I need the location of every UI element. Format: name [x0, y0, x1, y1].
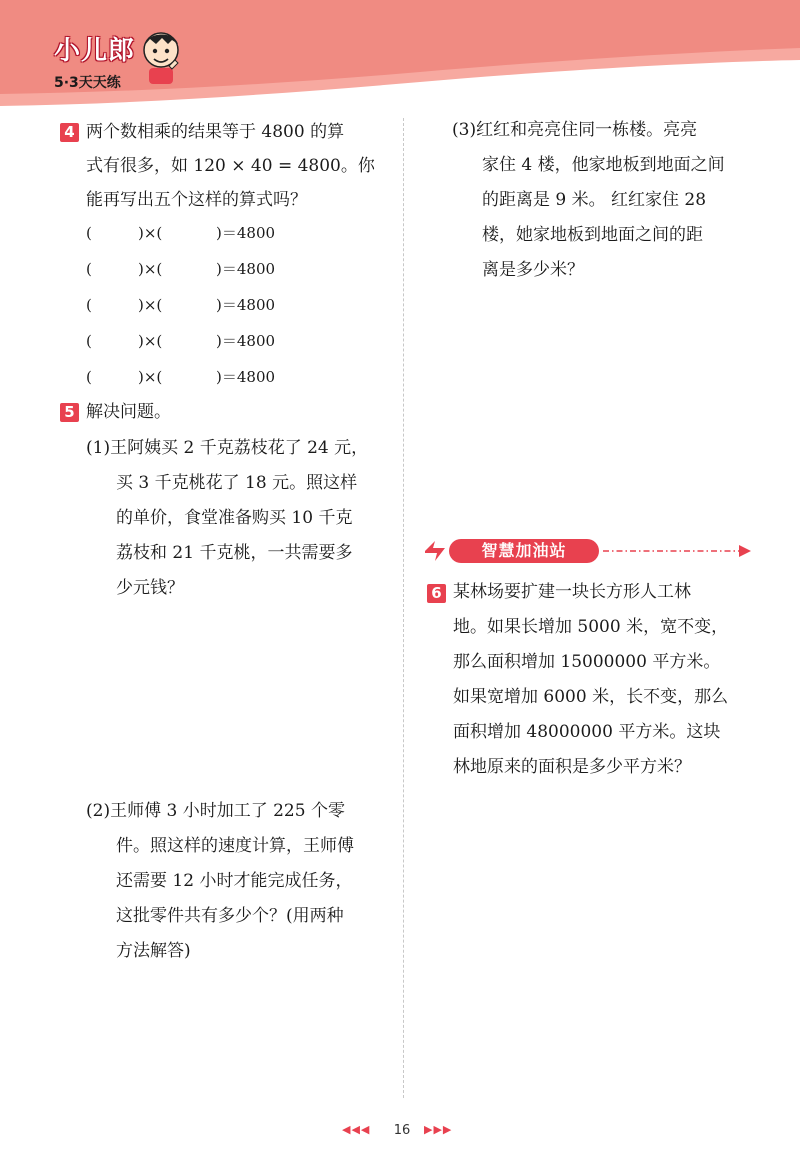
left-arrows-icon: ◀◀◀: [342, 1123, 371, 1136]
open-paren: (: [86, 368, 92, 386]
column-divider: [403, 118, 404, 1098]
times-blank: )×(: [138, 260, 163, 278]
q5-part2-line-4: 这批零件共有多少个？(用两种: [116, 906, 344, 926]
q6-line-6: 林地原来的面积是多少平方米？: [453, 757, 691, 777]
q4-equation-row: [86, 259, 275, 279]
dash-arrow-icon: [603, 544, 753, 558]
open-paren: (: [86, 332, 92, 350]
page-number: 16: [393, 1123, 411, 1138]
q6-line-1: 某林场要扩建一块长方形人工林: [453, 582, 691, 602]
q5-part3-line-3: 的距离是 9 米。 红红家住 28: [482, 190, 707, 210]
q5-part3-line-4: 楼，她家地板到地面之间的距: [482, 225, 703, 245]
open-paren: (: [86, 260, 92, 278]
q5-part1-line-5: 少元钱？: [116, 578, 184, 598]
lightning-arrow-icon: [423, 539, 449, 563]
q5-part2-line-2: 件。照这样的速度计算，王师傅: [116, 836, 354, 856]
q4-line-3: 能再写出五个这样的算式吗？: [86, 190, 307, 210]
equals-4800: )＝4800: [216, 368, 276, 386]
q5-part3-line-2: 家住 4 楼，他家地板到地面之间: [482, 155, 725, 175]
q5-part3-line-1: (3)红红和亮亮住同一栋楼。亮亮: [452, 120, 698, 140]
q4-equation-row: [86, 331, 275, 351]
q5-part1-line-4: 荔枝和 21 千克桃，一共需要多: [116, 543, 353, 563]
q6-line-3: 那么面积增加 15000000 平方米。: [453, 652, 721, 672]
equals-4800: )＝4800: [216, 332, 276, 350]
right-arrows-icon: ▶▶▶: [424, 1123, 453, 1136]
question-5-number: 5: [60, 403, 79, 422]
equals-4800: )＝4800: [216, 296, 276, 314]
times-blank: )×(: [138, 332, 163, 350]
question-4-number: 4: [60, 123, 79, 142]
q5-part1-line-1: (1)王阿姨买 2 千克荔枝花了 24 元，: [86, 438, 369, 458]
mascot-boy-icon: [138, 28, 184, 86]
q4-equation-row: [86, 223, 275, 243]
times-blank: )×(: [138, 368, 163, 386]
times-blank: )×(: [138, 224, 163, 242]
q4-line-1: 两个数相乘的结果等于 4800 的算: [86, 122, 345, 142]
q5-part1-line-2: 买 3 千克桃花了 18 元。照这样: [116, 473, 358, 493]
q5-part2-line-1: (2)王师傅 3 小时加工了 225 个零: [86, 801, 345, 821]
brand-title: 小儿郎: [54, 36, 136, 66]
brand-subtitle: 5·3天天练: [54, 75, 121, 91]
equals-4800: )＝4800: [216, 260, 276, 278]
open-paren: (: [86, 224, 92, 242]
page-footer: [0, 1120, 800, 1150]
bonus-section-label: 智慧加油站: [449, 539, 599, 563]
q5-part2-line-5: 方法解答): [116, 941, 191, 961]
times-blank: )×(: [138, 296, 163, 314]
q6-line-5: 面积增加 48000000 平方米。这块: [453, 722, 721, 742]
q5-title: 解决问题。: [86, 402, 171, 422]
question-6-number: 6: [427, 584, 446, 603]
q4-equation-row: [86, 367, 275, 387]
q5-part3-line-5: 离是多少米？: [482, 260, 584, 280]
q5-part2-line-3: 还需要 12 小时才能完成任务，: [116, 871, 353, 891]
open-paren: (: [86, 296, 92, 314]
brand-logo: [50, 28, 190, 100]
q4-equation-row: [86, 295, 275, 315]
q6-line-2: 地。如果长增加 5000 米，宽不变，: [453, 617, 729, 637]
bonus-section-banner: [423, 536, 753, 566]
equals-4800: )＝4800: [216, 224, 276, 242]
q6-line-4: 如果宽增加 6000 米，长不变，那么: [453, 687, 729, 707]
q5-part1-line-3: 的单价，食堂准备购买 10 千克: [116, 508, 353, 528]
q4-line-2: 式有很多，如 120 × 40 = 4800。你: [86, 156, 375, 176]
